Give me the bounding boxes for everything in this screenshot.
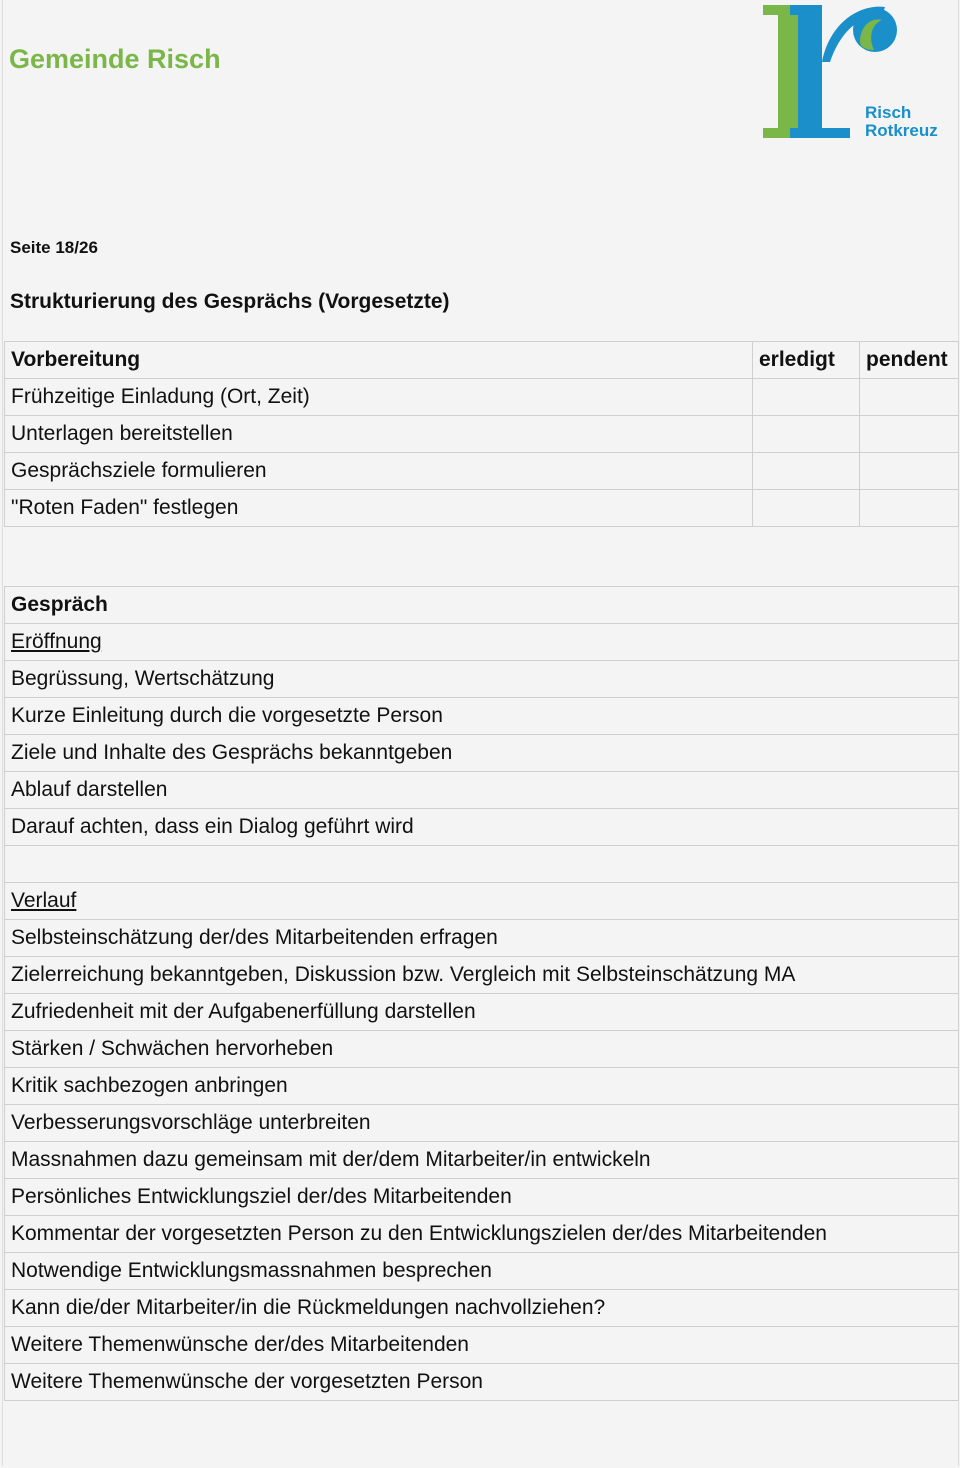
table-row [5,1253,959,1290]
table-row [5,661,959,698]
task-label: Selbsteinschätzung der/des Mitarbeitenden erfragen [5,920,959,957]
task-label: Massnahmen dazu gemeinsam mit der/dem Mitarbeiter/in entwickeln [5,1142,959,1179]
done-checkbox-cell[interactable] [753,379,860,416]
task-label: Gesprächsziele formulieren [5,453,753,490]
organization-name: Gemeinde Risch [9,44,221,74]
table-row [5,772,959,809]
task-label: Weitere Themenwünsche der vorgesetzten Person [5,1364,959,1401]
pending-checkbox-cell[interactable] [860,416,959,453]
table-row [5,1142,959,1179]
task-label: Darauf achten, dass ein Dialog geführt wird [5,809,959,846]
table-row [5,1179,959,1216]
page-number: Seite 18/26 [10,238,98,257]
table-row [5,416,959,453]
conversation-heading: Gespräch [5,587,959,624]
table-row [5,994,959,1031]
task-label: Kommentar der vorgesetzten Person zu den Entwicklungszielen der/des Mitarbeitenden [5,1216,959,1253]
logo-text-line1: Risch [865,103,912,122]
task-label: Stärken / Schwächen hervorheben [5,1031,959,1068]
table-row [5,453,959,490]
opening-subheading: Eröffnung [5,624,959,661]
table-row [5,1290,959,1327]
table-row [5,1364,959,1401]
table-row [5,1031,959,1068]
table-row [5,809,959,846]
task-label: Kann die/der Mitarbeiter/in die Rückmeldungen nachvollziehen? [5,1290,959,1327]
table-row [5,379,959,416]
document-title: Strukturierung des Gesprächs (Vorgesetzte) [10,290,450,313]
task-label: Ziele und Inhalte des Gesprächs bekanntgeben [5,735,959,772]
task-label: Zielerreichung bekanntgeben, Diskussion bzw. Vergleich mit Selbsteinschätzung MA [5,957,959,994]
done-checkbox-cell[interactable] [753,416,860,453]
table-row [5,920,959,957]
pending-checkbox-cell[interactable] [860,379,959,416]
pending-checkbox-cell[interactable] [860,453,959,490]
task-label: Notwendige Entwicklungsmassnahmen besprechen [5,1253,959,1290]
task-label: Persönliches Entwicklungsziel der/des Mitarbeitenden [5,1179,959,1216]
task-label: Begrüssung, Wertschätzung [5,661,959,698]
task-label: Kritik sachbezogen anbringen [5,1068,959,1105]
preparation-heading: Vorbereitung [5,342,753,379]
task-label: Weitere Themenwünsche der/des Mitarbeitenden [5,1327,959,1364]
table-row [5,490,959,527]
table-row [5,1327,959,1364]
task-label: Kurze Einleitung durch die vorgesetzte Person [5,698,959,735]
table-header-row [5,342,959,379]
logo-text [865,104,938,140]
table-row [5,624,959,661]
column-pending: pendent [860,342,959,379]
table-row [5,1216,959,1253]
task-label: Zufriedenheit mit der Aufgabenerfüllung darstellen [5,994,959,1031]
pending-checkbox-cell[interactable] [860,490,959,527]
done-checkbox-cell[interactable] [753,453,860,490]
empty-row [5,846,959,883]
table-row [5,698,959,735]
table-row [5,1105,959,1142]
conversation-table [4,586,959,1401]
task-label: Frühzeitige Einladung (Ort, Zeit) [5,379,753,416]
task-label: Verbesserungsvorschläge unterbreiten [5,1105,959,1142]
task-label: "Roten Faden" festlegen [5,490,753,527]
table-row [5,1068,959,1105]
table-row [5,883,959,920]
done-checkbox-cell[interactable] [753,490,860,527]
column-done: erledigt [753,342,860,379]
task-label: Ablauf darstellen [5,772,959,809]
preparation-table [4,341,959,527]
logo-text-line2: Rotkreuz [865,121,938,140]
table-row [5,735,959,772]
table-row [5,846,959,883]
table-row [5,957,959,994]
task-label: Unterlagen bereitstellen [5,416,753,453]
table-row [5,587,959,624]
course-subheading: Verlauf [5,883,959,920]
